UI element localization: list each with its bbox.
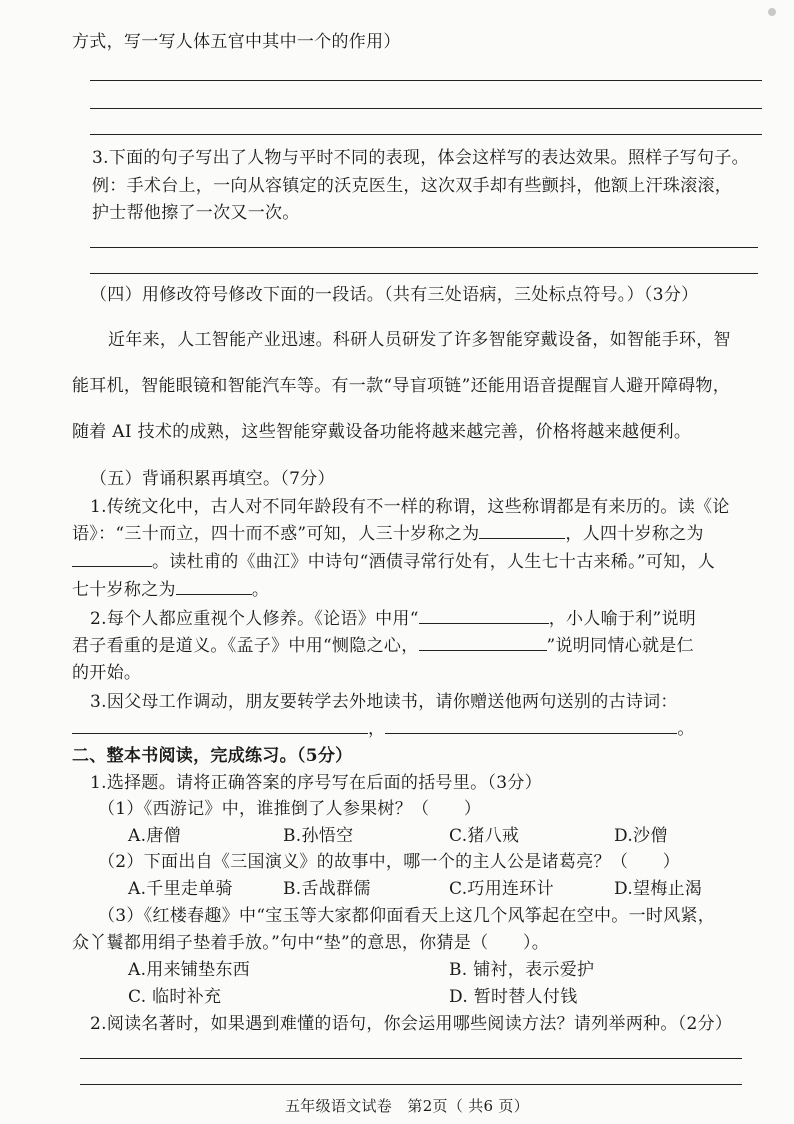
fill-blank[interactable] [479,522,565,539]
mc-3-option-d[interactable]: D. 暂时替人付钱 [449,987,578,1007]
answer-line [90,134,762,135]
mc-3-option-b[interactable]: B. 铺衬，表示爱护 [449,960,595,980]
fill-blank[interactable] [419,634,547,651]
section-5-q2-line1: 2.每个人都应重视个人修养。《论语》中用“ ，小人喻于利”说明 [90,609,697,629]
fill-blank[interactable] [72,550,152,567]
mc-question-3-line2: 众丫鬟都用绢子垫着手放。”句中“垫”的意思，你猜是（ ）。 [72,933,550,953]
section-4-paragraph-line1: 近年来，人工智能产业迅速。科研人员研发了许多智能穿戴设备，如智能手环，智 [108,330,731,350]
mc-3-option-c[interactable]: C. 临时补充 [128,987,222,1007]
answer-line [90,80,762,81]
fill-blank[interactable] [176,578,252,595]
fill-blank[interactable] [385,717,677,734]
mc-2-option-c[interactable]: C.巧用连环计 [449,879,554,899]
mc-2-option-d[interactable]: D.望梅止渴 [614,879,703,899]
question-continuation: 方式，写一写人体五官中其中一个的作用） [72,32,401,52]
mc-2-option-b[interactable]: B.舌战群儒 [283,879,371,899]
fill-blank[interactable] [72,717,368,734]
section-5-q2-line3: 的开始。 [72,663,142,683]
page-footer: 五年级语文试卷 第2页（ 共6 页） [285,1097,530,1115]
mc-question-2: （2）下面出自《三国演义》的故事中，哪一个的主人公是诸葛亮？（ ） [98,852,681,872]
section-5-q2-line2: 君子看重的是道义。《孟子》中用“恻隐之心， ”说明同情心就是仁 [72,636,694,656]
mc-3-option-a[interactable]: A.用来铺垫东西 [128,960,251,980]
mc-question-3-line1: （3）《红楼春趣》中“宝玉等大家都仰面看天上这几个风筝起在空中。一时风紧， [98,906,716,926]
fill-blank[interactable] [419,607,549,624]
section-5-q1-line3: 。读杜甫的《曲江》中诗句“酒债寻常行处有，人生七十古来稀。”可知，人 [72,550,715,574]
section-5-q1-line1: 1.传统文化中，古人对不同年龄段有不一样的称谓，这些称谓都是有来历的。读《论 [90,497,730,517]
answer-line [90,273,758,274]
mc-1-option-a[interactable]: A.唐僧 [128,826,181,846]
question-3-example-line1: 例：手术台上，一向从容镇定的沃克医生，这次双手却有些颤抖，他额上汗珠滚滚， [92,176,733,196]
part-2-q1-prompt: 1.选择题。请将正确答案的序号写在后面的括号里。（3分） [90,773,542,793]
mc-2-option-a[interactable]: A.千里走单骑 [128,879,233,899]
scan-speck [768,8,776,16]
section-5-title: （五）背诵积累再填空。（7分） [90,469,335,489]
question-3-example-line2: 护士帮他擦了一次又一次。 [92,203,300,223]
mc-1-option-b[interactable]: B.孙悟空 [283,826,354,846]
answer-line [80,1084,742,1085]
answer-line [90,108,762,109]
section-4-title: （四）用修改符号修改下面的一段话。（共有三处语病，三处标点符号。）（3分） [90,285,699,305]
part-2-title: 二、整本书阅读，完成练习。（5分） [72,746,353,766]
mc-question-1: （1）《西游记》中，谁推倒了人参果树？（ ） [98,799,482,819]
section-5-q1-line2: 语》：“三十而立，四十而不惑”可知，人三十岁称之为 ，人四十岁称之为 [72,524,704,544]
question-3-prompt: 3.下面的句子写出了人物与平时不同的表现，体会这样写的表达效果。照样子写句子。 [92,148,749,168]
mc-1-option-d[interactable]: D.沙僧 [614,826,668,846]
section-4-paragraph-line2: 能耳机，智能眼镜和智能汽车等。有一款“导盲项链”还能用语音提醒盲人避开障碍物， [72,376,731,396]
section-5-q3-line1: 3.因父母工作调动，朋友要转学去外地读书，请你赠送他两句送别的古诗词： [90,692,678,712]
mc-1-option-c[interactable]: C.猪八戒 [449,826,520,846]
part-2-q2-prompt: 2.阅读名著时，如果遇到难懂的语句，你会运用哪些阅读方法？请列举两种。（2分） [90,1014,733,1034]
section-5-q1-line4: 七十岁称之为 。 [72,580,270,600]
section-4-paragraph-line3: 随着 AI 技术的成熟，这些智能穿戴设备功能将越来越完善，价格将越来越便利。 [72,422,692,442]
answer-line [90,247,758,248]
section-5-q3-line2: ， 。 [72,717,695,741]
answer-line [80,1058,742,1059]
